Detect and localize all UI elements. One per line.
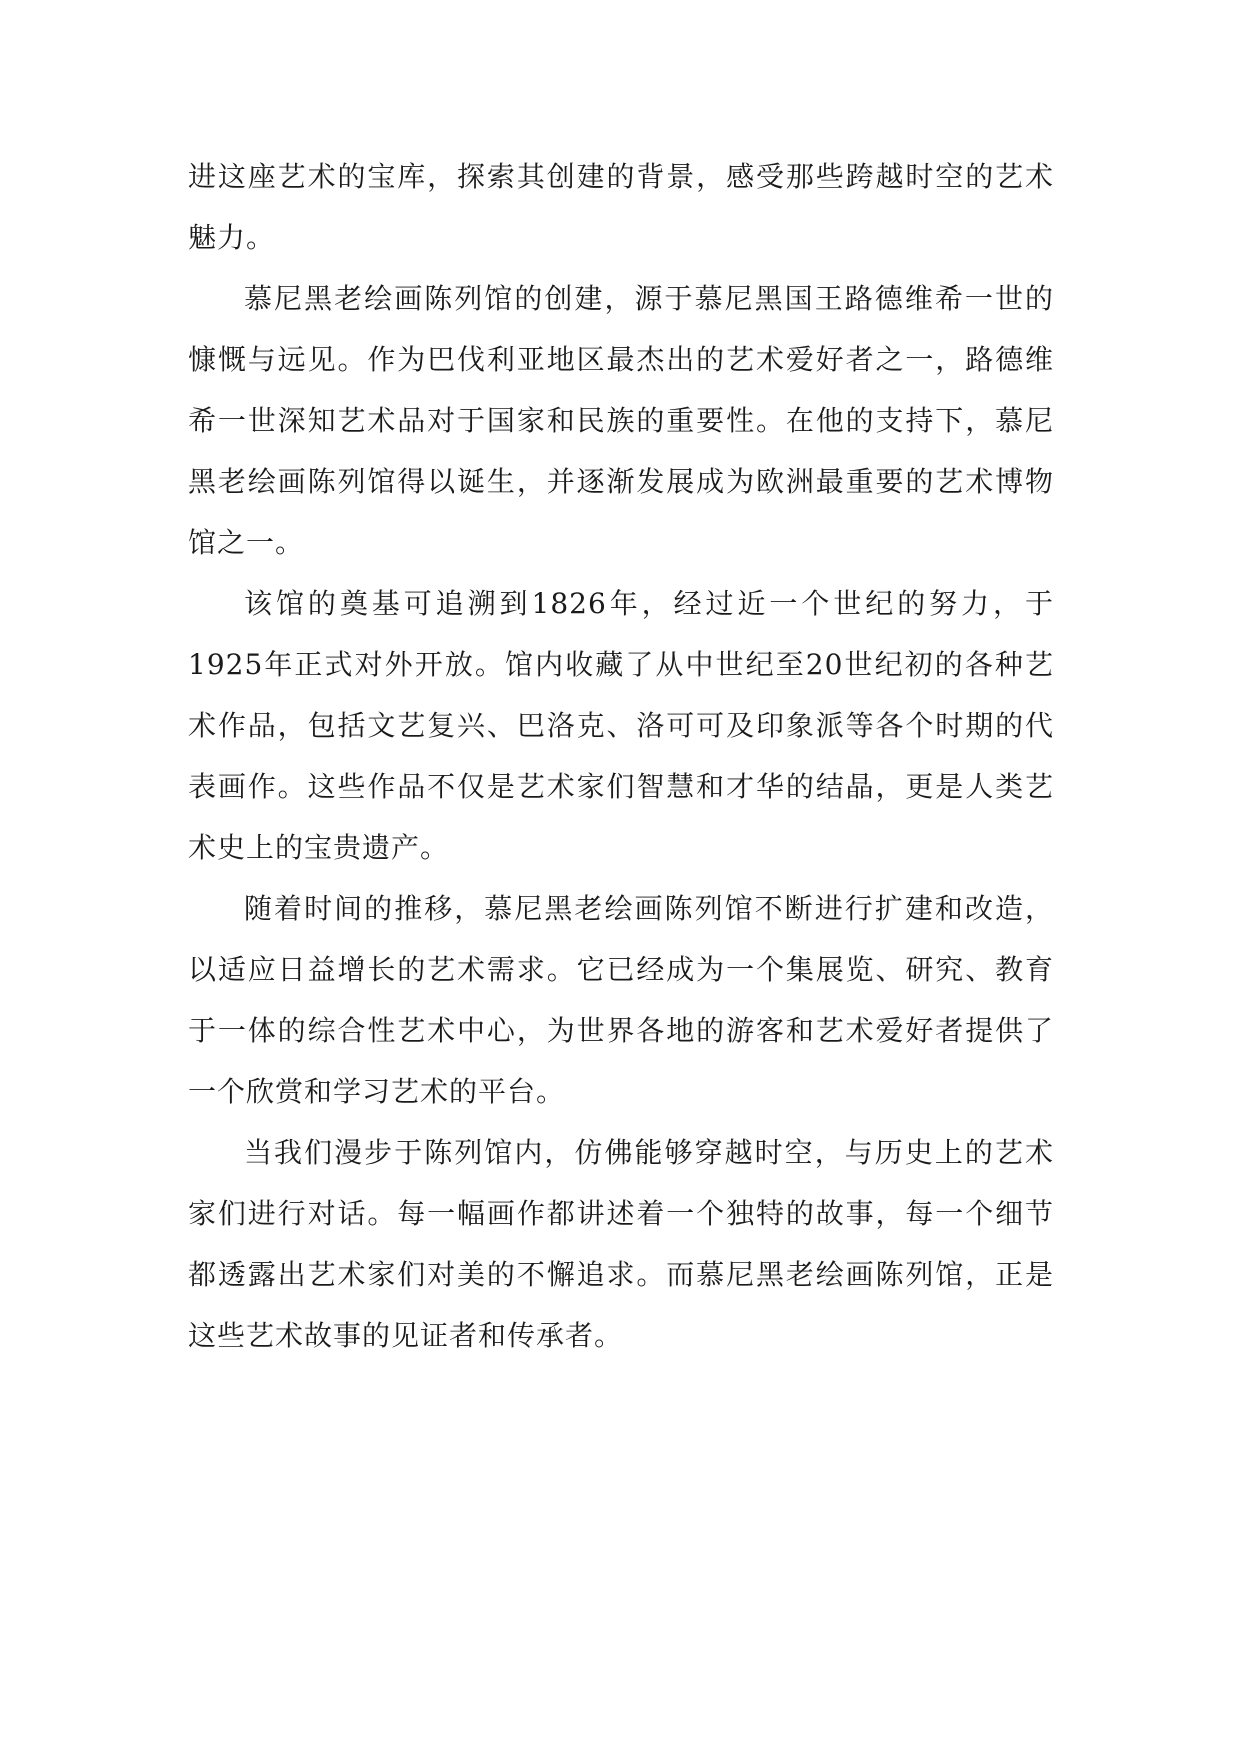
paragraph-reflection: 当我们漫步于陈列馆内，仿佛能够穿越时空，与历史上的艺术家们进行对话。每一幅画作都讲述着一个独特的故事，每一个细节都透露出艺术家们对美的不懈追求。而慕尼黑老绘画陈列馆，正是这些艺术故事的见证者和传承者。 [188,1136,1054,1352]
paragraph-continuation: 进这座艺术的宝库，探索其创建的背景，感受那些跨越时空的艺术魅力。 [188,160,1054,254]
paragraph-expansion: 随着时间的推移，慕尼黑老绘画陈列馆不断进行扩建和改造，以适应日益增长的艺术需求。它已经成为一个集展览、研究、教育于一体的综合性艺术中心，为世界各地的游客和艺术爱好者提供了一个欣赏和学习艺术的平台。 [188,892,1054,1108]
paragraph-founding: 慕尼黑老绘画陈列馆的创建，源于慕尼黑国王路德维希一世的慷慨与远见。作为巴伐利亚地区最杰出的艺术爱好者之一，路德维希一世深知艺术品对于国家和民族的重要性。在他的支持下，慕尼黑老绘画陈列馆得以诞生，并逐渐发展成为欧洲最重要的艺术博物馆之一。 [188,282,1054,559]
paragraph-history: 该馆的奠基可追溯到1826年，经过近一个世纪的努力，于1925年正式对外开放。馆内收藏了从中世纪至20世纪初的各种艺术作品，包括文艺复兴、巴洛克、洛可可及印象派等各个时期的代表画作。这些作品不仅是艺术家们智慧和才华的结晶，更是人类艺术史上的宝贵遗产。 [188,587,1054,864]
body-text [188,146,1054,1366]
